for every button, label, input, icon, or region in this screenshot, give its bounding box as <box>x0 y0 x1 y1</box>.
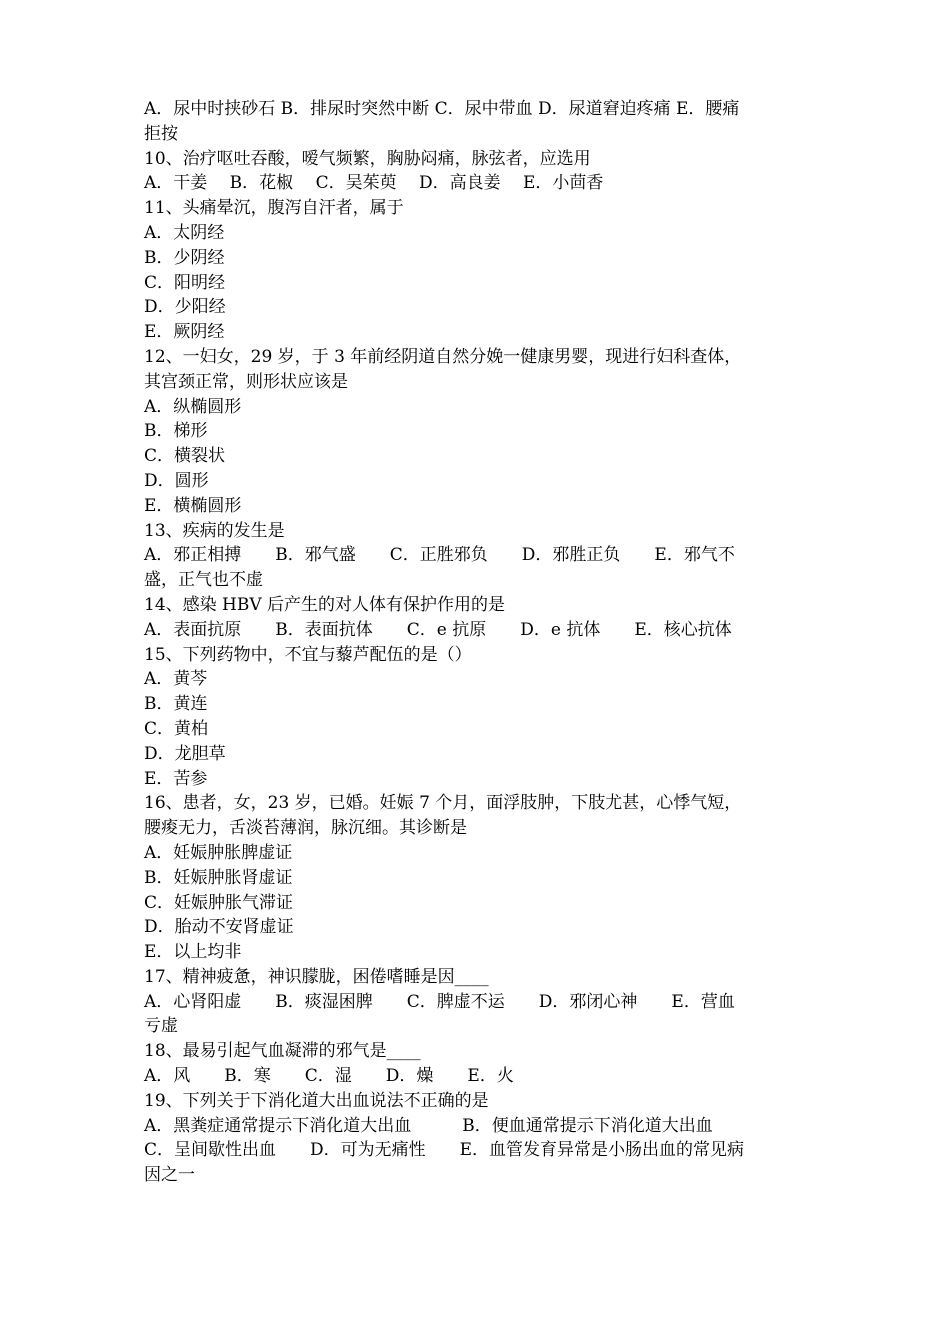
text-line: 16、患者，女，23 岁，已婚。妊娠 7 个月，面浮肢肿，下肢尤甚，心悸气短， <box>144 793 742 814</box>
text-line: 亏虚 <box>144 1016 178 1037</box>
text-line: 盛，正气也不虚 <box>144 570 263 591</box>
text-line: B．梯形 <box>144 421 208 442</box>
text-line: A．表面抗原 B．表面抗体 C．e 抗原 D．e 抗体 E．核心抗体 <box>144 619 732 640</box>
text-line: A．太阴经 <box>144 222 225 243</box>
text-line: D．少阳经 <box>144 297 226 318</box>
text-line: 11、头痛晕沉，腹泻自汗者，属于 <box>144 198 404 219</box>
text-line: A．尿中时挟砂石 B．排尿时突然中断 C．尿中带血 D．尿道窘迫疼痛 E．腰痛 <box>144 99 740 119</box>
text-line: 19、下列关于下消化道大出血说法不正确的是 <box>144 1090 489 1111</box>
text-line: B．妊娠肿胀肾虚证 <box>144 867 293 888</box>
text-line: C．阳明经 <box>144 272 226 293</box>
text-line: A．邪正相搏 B．邪气盛 C．正胜邪负 D．邪胜正负 E．邪气不 <box>144 545 735 566</box>
text-line: A．纵椭圆形 <box>144 396 242 417</box>
text-line: 12、一妇女，29 岁，于 3 年前经阴道自然分娩一健康男婴，现进行妇科查体， <box>144 346 742 367</box>
text-line: 拒按 <box>144 123 178 144</box>
text-line: E．苦参 <box>144 768 208 789</box>
text-line: C．呈间歇性出血 D．可为无痛性 E．血管发育异常是小肠出血的常见病 <box>144 1140 745 1161</box>
text-line: D．圆形 <box>144 470 209 491</box>
document-text <box>144 97 808 1188</box>
text-line: A．黄芩 <box>144 669 208 690</box>
text-line: A．妊娠肿胀脾虚证 <box>144 842 293 863</box>
text-line: E．以上均非 <box>144 942 242 963</box>
text-line: 10、治疗呕吐吞酸，嗳气频繁，胸胁闷痛，脉弦者，应选用 <box>144 148 591 169</box>
text-line: 14、感染 HBV 后产生的对人体有保护作用的是 <box>144 594 506 615</box>
text-line: 18、最易引起气血凝滞的邪气是____ <box>144 1041 421 1062</box>
text-line: C．横裂状 <box>144 446 226 467</box>
text-line: E．厥阴经 <box>144 322 225 343</box>
text-line: A．黑粪症通常提示下消化道大出血 B．便血通常提示下消化道大出血 <box>144 1115 713 1136</box>
text-line: E．横椭圆形 <box>144 495 242 516</box>
text-line: A．风 B．寒 C．湿 D．燥 E．火 <box>144 1066 514 1087</box>
text-line: B．少阴经 <box>144 247 225 268</box>
text-line: B．黄连 <box>144 694 208 715</box>
text-line: D．胎动不安肾虚证 <box>144 917 294 938</box>
text-line: A．心肾阳虚 B．痰湿困脾 C．脾虚不运 D．邪闭心神 E．营血 <box>144 991 735 1012</box>
text-line: 腰痠无力，舌淡苔薄润，脉沉细。其诊断是 <box>144 818 467 839</box>
text-line: 其宫颈正常，则形状应该是 <box>144 371 348 392</box>
text-line: 15、下列药物中，不宜与藜芦配伍的是（） <box>144 644 472 665</box>
text-line: 因之一 <box>144 1165 195 1186</box>
text-line: C．妊娠肿胀气滞证 <box>144 892 294 913</box>
text-line: D．龙胆草 <box>144 743 226 764</box>
text-line: 13、疾病的发生是 <box>144 520 285 541</box>
text-line: A．干姜 B．花椒 C．吴茱萸 D．高良姜 E．小茴香 <box>144 173 604 194</box>
text-line: C．黄柏 <box>144 718 209 739</box>
text-line: 17、精神疲惫，神识朦胧，困倦嗜睡是因____ <box>144 966 489 987</box>
